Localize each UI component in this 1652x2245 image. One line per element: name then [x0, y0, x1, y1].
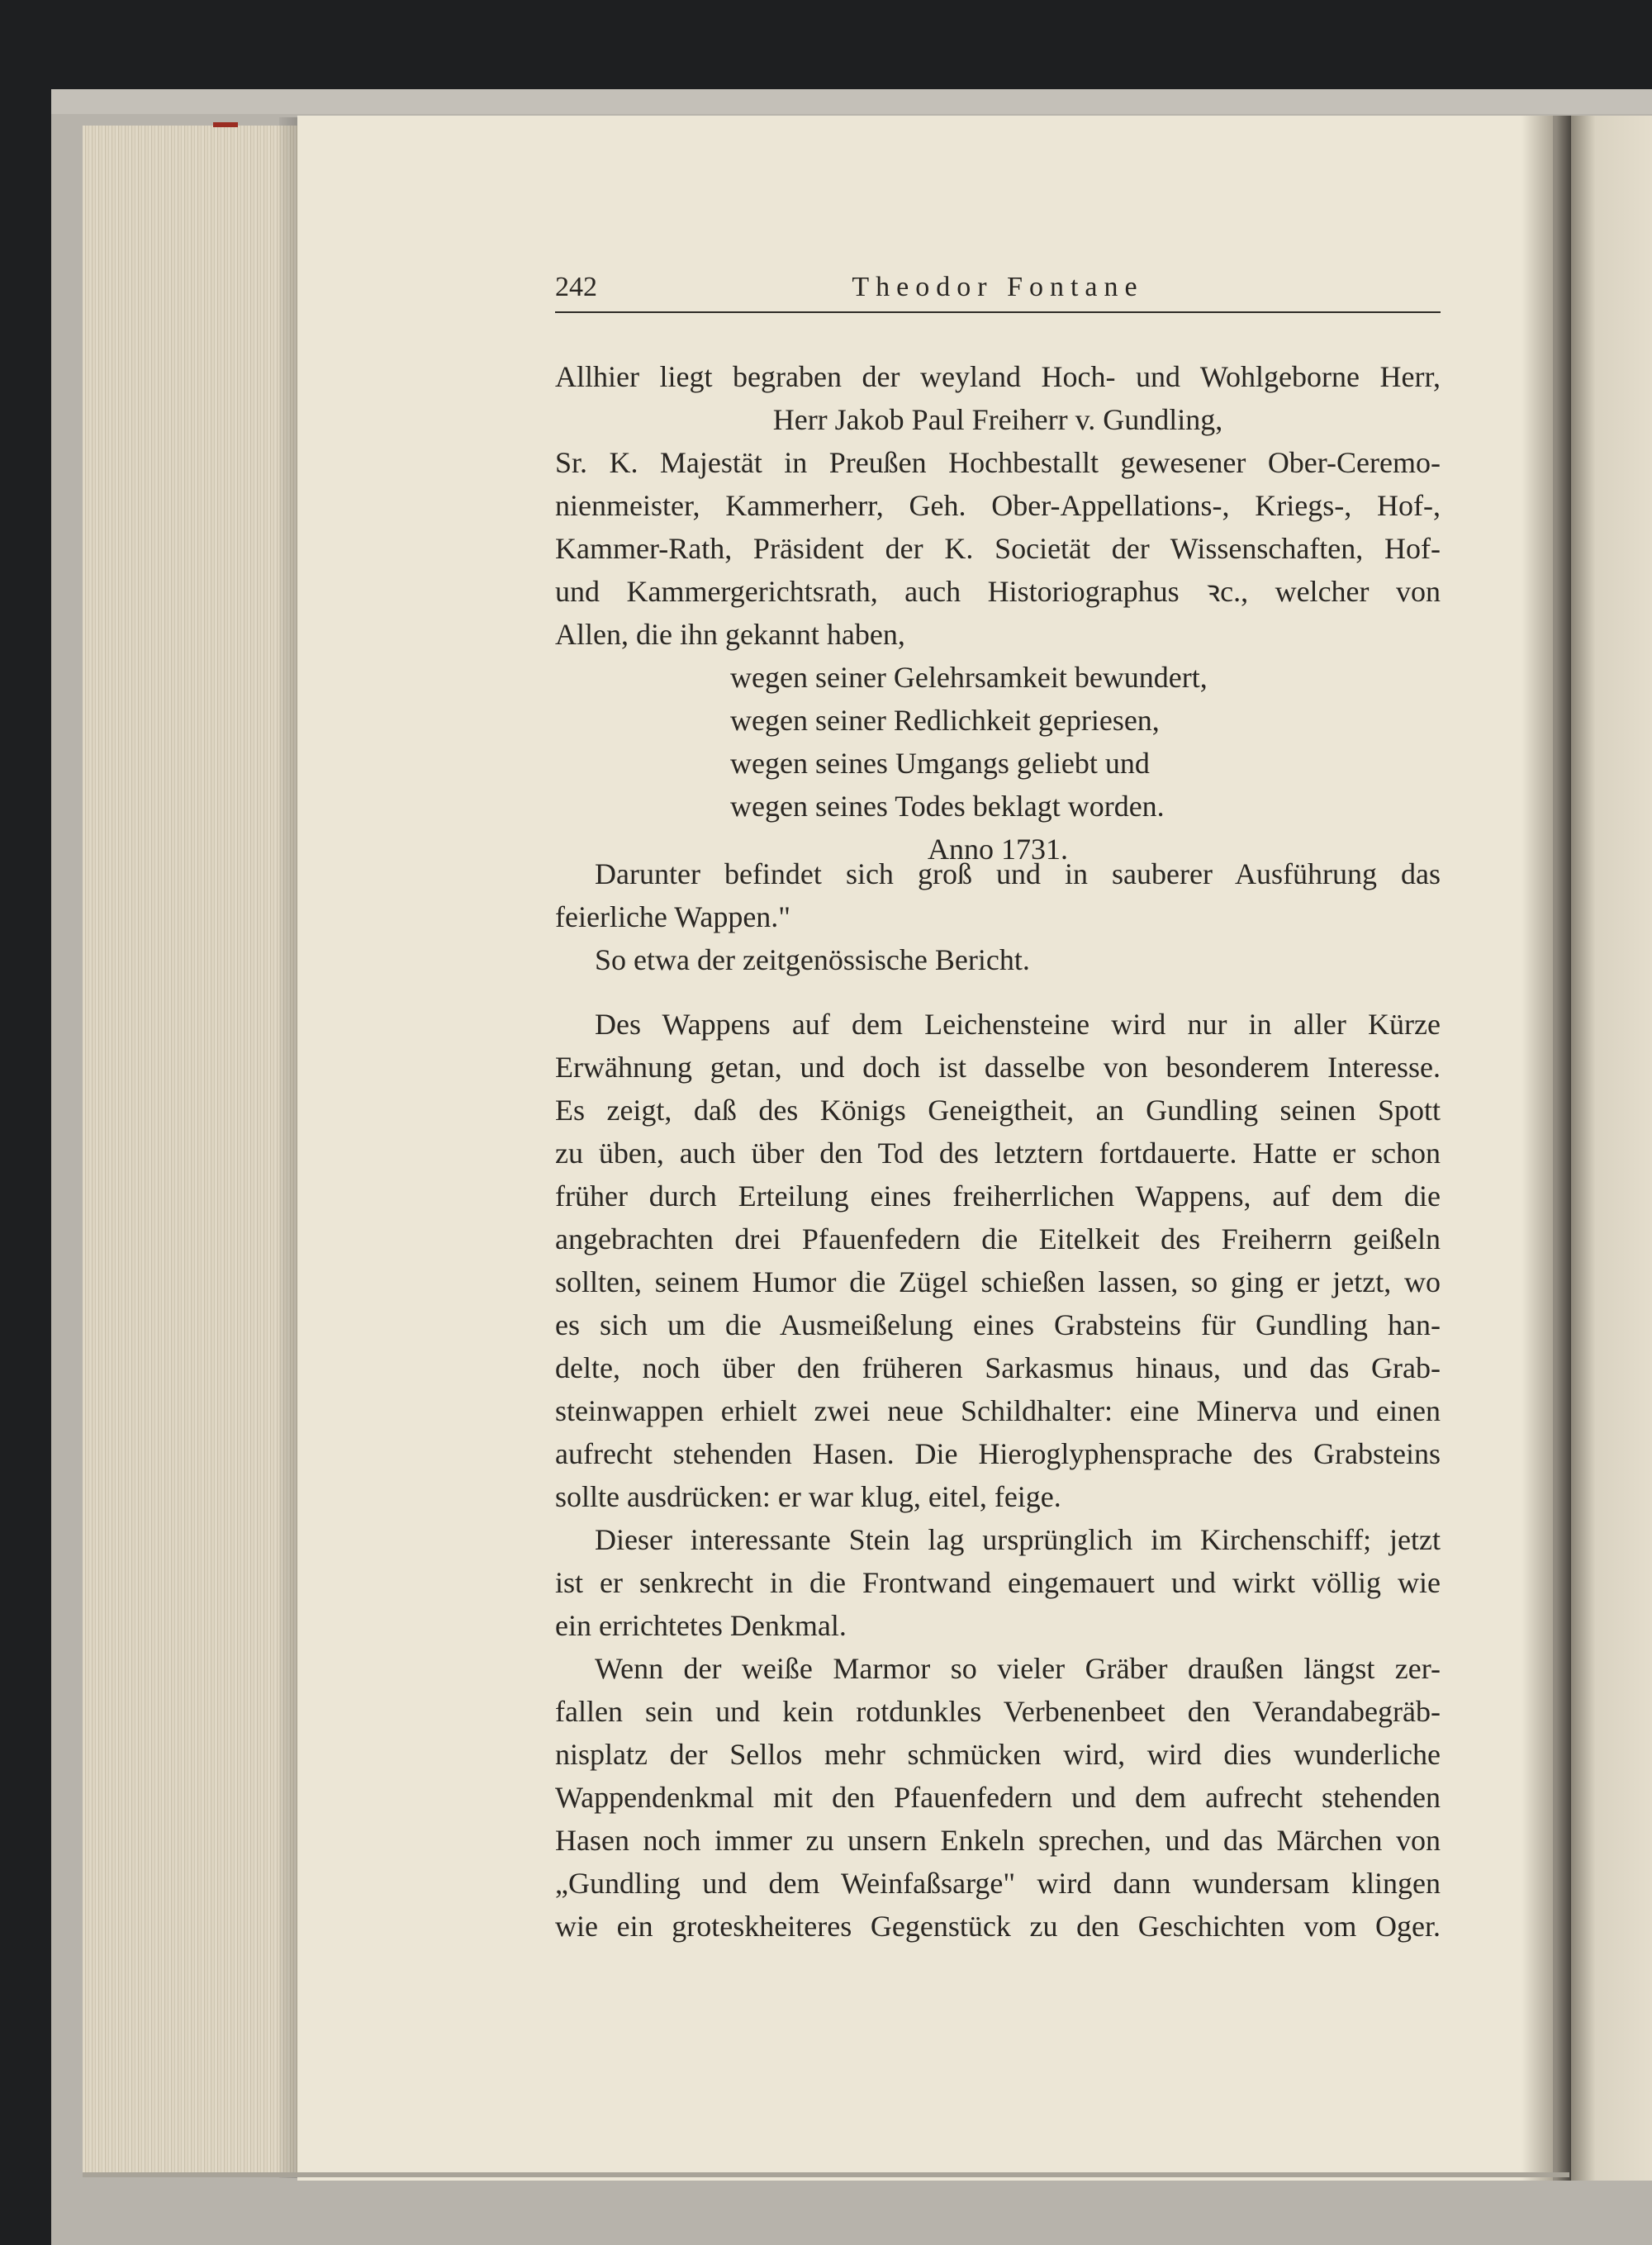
epitaph-line: Allhier liegt begraben der weyland Hoch- und Wohlgeborne Herr,	[555, 360, 1441, 393]
text-line: wie ein groteskheiteres Gegenstück zu den Geschichten vom Oger.	[555, 1910, 1441, 1943]
text-line: steinwappen erhielt zwei neue Schildhalter: eine Minerva und einen	[555, 1394, 1441, 1427]
facing-page-edge	[1571, 116, 1652, 2181]
text-line: nisplatz der Sellos mehr schmücken wird, wird dies wunderliche	[555, 1738, 1441, 1771]
text-line: Es zeigt, daß des Königs Geneigtheit, an Gundling seinen Spott	[555, 1094, 1441, 1127]
running-head	[555, 268, 1441, 313]
epitaph-line: Herr Jakob Paul Freiherr v. Gundling,	[772, 403, 1223, 436]
text-line: „Gundling und dem Weinfaßsarge" wird dann wundersam klingen	[555, 1867, 1441, 1900]
text-line: Dieser interessante Stein lag ursprünglich im Kirchenschiff; jetzt	[595, 1523, 1441, 1556]
text-line: Erwähnung getan, und doch ist dasselbe von besonderem Interesse.	[555, 1051, 1441, 1084]
running-title: Theodor Fontane	[852, 272, 1144, 302]
epitaph-date: Anno 1731.	[928, 833, 1068, 866]
text-line: es sich um die Ausmeißelung eines Grabsteins für Gundling han-	[555, 1308, 1441, 1341]
text-line: Hasen noch immer zu unsern Enkeln sprechen, und das Märchen von	[555, 1824, 1441, 1857]
page-stack-edges	[83, 126, 299, 2174]
text-line: angebrachten drei Pfauenfedern die Eitelkeit des Freiherrn geißeln	[555, 1222, 1441, 1255]
text-line: aufrecht stehenden Hasen. Die Hieroglyphensprache des Grabsteins	[555, 1437, 1441, 1470]
bookmark-ribbon	[213, 122, 238, 127]
book-bottom-edge	[83, 2172, 1569, 2177]
page-number: 242	[555, 272, 597, 302]
text-line: sollten, seinem Humor die Zügel schießen lassen, so ging er jetzt, wo	[555, 1265, 1441, 1298]
text-line: ein errichtetes Denkmal.	[555, 1609, 847, 1642]
epitaph-line: wegen seines Todes beklagt worden.	[730, 790, 1165, 823]
epitaph-line: wegen seines Umgangs geliebt und	[730, 747, 1150, 780]
text-line: Wappendenkmal mit den Pfauenfedern und dem aufrecht stehenden	[555, 1781, 1441, 1814]
epitaph-line: wegen seiner Gelehrsamkeit bewundert,	[730, 661, 1208, 694]
text-line: ist er senkrecht in die Frontwand eingemauert und wirkt völlig wie	[555, 1566, 1441, 1599]
epitaph-line: nienmeister, Kammerherr, Geh. Ober-Appellations-, Kriegs-, Hof-,	[555, 489, 1441, 522]
epitaph-line: Kammer-Rath, Präsident der K. Societät der Wissenschaften, Hof-	[555, 532, 1441, 565]
text-line: fallen sein und kein rotdunkles Verbenenbeet den Verandabegräb-	[555, 1695, 1441, 1728]
text-line: Wenn der weiße Marmor so vieler Gräber draußen längst zer-	[595, 1652, 1441, 1685]
epitaph-line: wegen seiner Redlichkeit gepriesen,	[730, 704, 1160, 737]
text-line: zu üben, auch über den Tod des letztern fortdauerte. Hatte er schon	[555, 1137, 1441, 1170]
text-line: Darunter befindet sich groß und in sauberer Ausführung das	[595, 857, 1441, 890]
book-cover-edge	[51, 89, 1652, 114]
text-line: früher durch Erteilung eines freiherrlichen Wappens, auf dem die	[555, 1179, 1441, 1213]
text-line: So etwa der zeitgenössische Bericht.	[595, 943, 1030, 976]
epitaph-line: und Kammergerichtsrath, auch Historiographus ꝛc., welcher von	[555, 575, 1441, 608]
epitaph-line: Sr. K. Majestät in Preußen Hochbestallt gewesener Ober-Ceremo-	[555, 446, 1441, 479]
text-line: sollte ausdrücken: er war klug, eitel, feige.	[555, 1480, 1061, 1513]
text-line: feierliche Wappen."	[555, 900, 790, 933]
book-gutter	[1521, 116, 1571, 2181]
epitaph-line: Allen, die ihn gekannt haben,	[555, 618, 905, 651]
text-line: delte, noch über den früheren Sarkasmus hinaus, und das Grab-	[555, 1351, 1441, 1384]
text-line: Des Wappens auf dem Leichensteine wird nur in aller Kürze	[595, 1008, 1441, 1041]
